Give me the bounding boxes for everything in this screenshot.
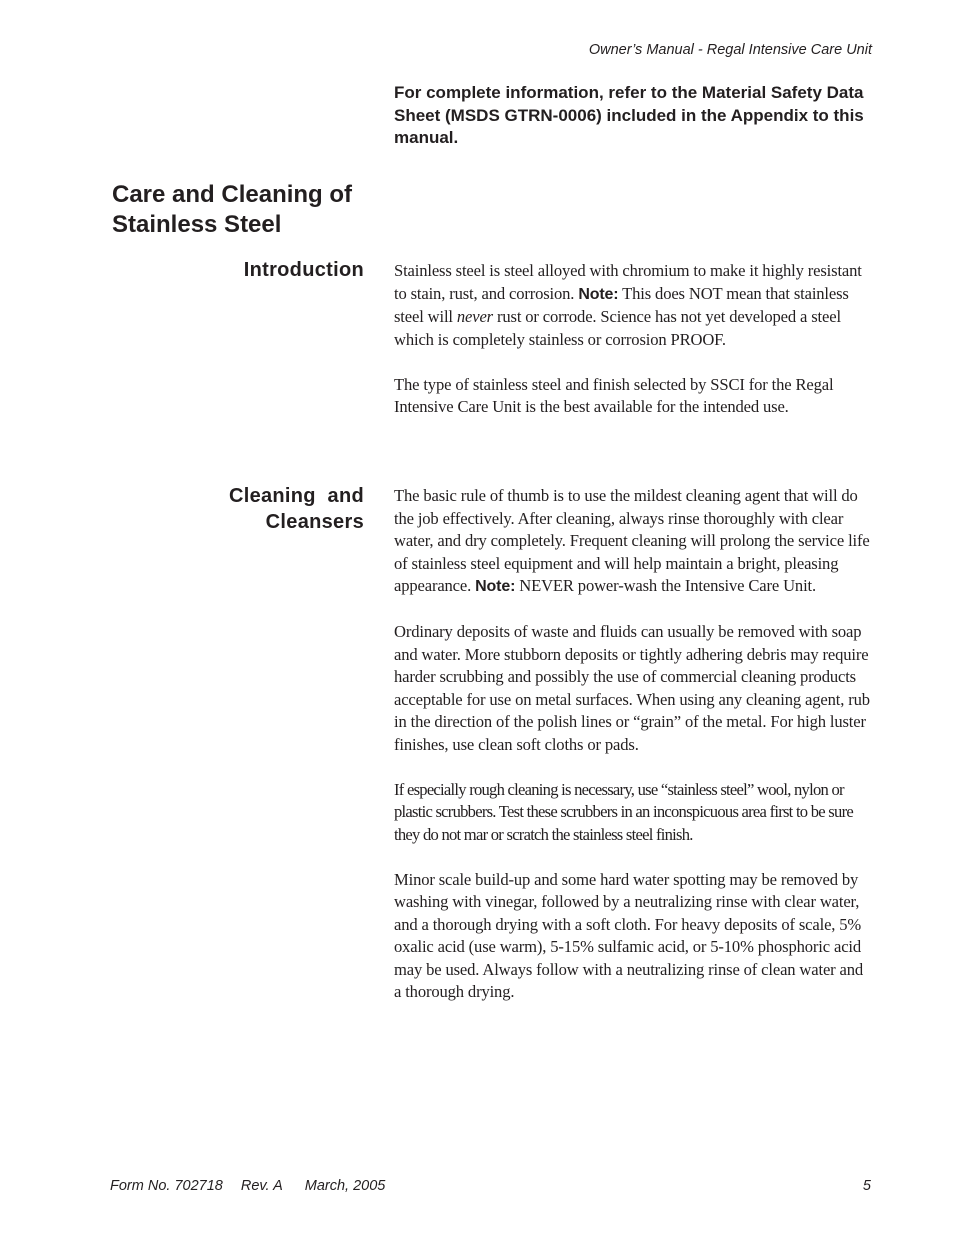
page-number: 5	[862, 1178, 871, 1194]
running-header: Owner’s Manual - Regal Intensive Care Unit	[588, 42, 872, 58]
cleaning-heading-line-1: Cleaning and	[228, 485, 364, 507]
msds-reference-note: For complete information, refer to the Material Safety Data Sheet (MSDS GTRN-0006) included in the Appendix to this manual.	[394, 83, 864, 147]
section-title	[112, 180, 382, 240]
introduction-paragraph-1: Stainless steel is steel alloyed with chromium to make it highly resistant to stain, rust, and corrosion. Note: This does NOT mean that stainless steel will never rust or corrode. Science has not yet developed a steel which is completely stainless or corrosion PROOF.	[394, 261, 862, 349]
cleaning-body	[394, 485, 872, 1004]
footer-form-info	[110, 1176, 385, 1196]
footer-revision: Rev. A	[240, 1178, 283, 1194]
cleaning-paragraph-4: Minor scale build-up and some hard water spotting may be removed by washing with vinegar, followed by a neutralizing rinse with clear water, and a thorough drying with a soft cloth. For heavy deposits of scale, 5% oxalic acid (use warm), 5-15% sulfamic acid, or 5-10% phosphoric acid may be used. Always follow with a neutralizing rinse of clean water and a thorough drying.	[394, 869, 864, 1001]
note-label: Note:	[475, 578, 516, 595]
introduction-heading: Introduction	[243, 259, 364, 281]
cleaning-paragraph-2: Ordinary deposits of waste and fluids can usually be removed with soap and water. More stubborn deposits or tightly adhering debris may require harder scrubbing and possibly the use of commercial cleaning products acceptable for use on metal surfaces. When using any cleaning agent, rub in the direction of the polish lines or “grain” of the metal. For high luster finishes, use clean soft cloths or pads.	[394, 622, 870, 754]
cleaning-heading	[144, 483, 364, 535]
section-title-line-2: Stainless Steel	[112, 211, 282, 238]
emphasis-never: never	[456, 307, 493, 326]
footer-form-number: Form No. 702718	[110, 1178, 223, 1194]
cleaning-paragraph-3: If especially rough cleaning is necessary, use “stainless steel” wool, nylon or plastic scrubbers. Test these scrubbers in an inconspicuous area first to be sure they do not mar or scratch the stainless steel finish.	[394, 779, 853, 844]
footer-date: March, 2005	[304, 1178, 386, 1194]
cleaning-paragraph-1: The basic rule of thumb is to use the mildest cleaning agent that will do the job effectively. After cleaning, always rinse thoroughly with clear water, and dry completely. Frequent cleaning will prolong the service life of stainless steel equipment and will help maintain a bright, pleasing appearance. Note: NEVER power-wash the Intensive Care Unit.	[394, 486, 870, 595]
introduction-paragraph-2: The type of stainless steel and finish selected by SSCI for the Regal Intensive Care Unit is the best available for the intended use.	[394, 374, 834, 416]
introduction-body	[394, 260, 872, 419]
note-label: Note:	[578, 285, 619, 303]
section-title-line-1: Care and Cleaning of	[112, 181, 353, 208]
cleaning-heading-line-2: Cleansers	[265, 511, 364, 533]
